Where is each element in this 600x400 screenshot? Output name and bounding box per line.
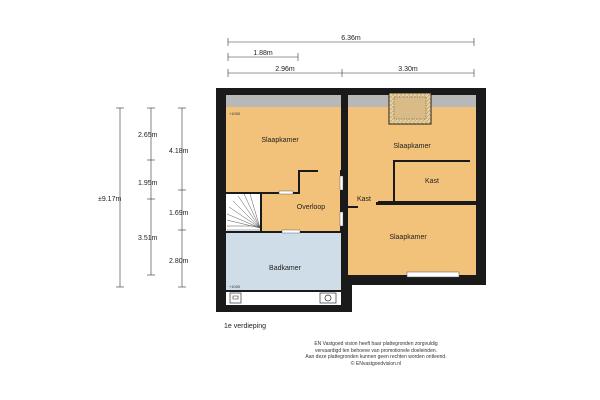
dim-right-h3: 2.80m <box>169 258 189 265</box>
door-bedroom-right <box>340 176 343 190</box>
label-bedroom-right-top: Slaapkamer <box>393 143 431 150</box>
door-bathroom <box>282 230 300 233</box>
ceiling-height-bottom: +1000 <box>229 284 241 289</box>
window-bar-left <box>226 95 341 107</box>
dim-right-h2: 1.69m <box>169 210 189 217</box>
label-bedroom-right-bottom: Slaapkamer <box>389 234 427 241</box>
window-bottom-right <box>407 272 459 277</box>
disclaimer-line: Aan deze plattegronden kunnen geen rechten worden ontleend. <box>305 354 447 361</box>
dim-left-width: 2.96m <box>275 66 295 73</box>
door-bedroom-right-bottom <box>340 212 343 226</box>
ceiling-height-top: +1000 <box>229 111 241 116</box>
label-bedroom-left: Slaapkamer <box>261 137 299 144</box>
dim-left-h3: 3.51m <box>138 235 158 242</box>
floor-label: 1e verdieping <box>224 323 267 330</box>
dim-left-h2: 1.95m <box>138 180 158 187</box>
disclaimer-line: EN Vastgoed vision heeft haar plattegronden zorgvuldig <box>314 341 438 347</box>
label-landing: Overloop <box>296 204 326 211</box>
washing-machine-icon <box>320 293 336 303</box>
dim-top-small: 1.88m <box>253 50 273 57</box>
label-closet-small: Kast <box>356 196 372 203</box>
label-closet-right: Kast <box>424 178 440 185</box>
toilet-icon <box>230 293 241 303</box>
dim-right-width: 3.30m <box>398 66 418 73</box>
room-bathroom <box>226 233 341 293</box>
dim-right-h1: 4.18m <box>169 148 189 155</box>
dim-total-height: ±9.17m <box>98 196 122 203</box>
dim-left-h1: 2.65m <box>138 132 158 139</box>
disclaimer-line: © ENvastgoedvision.nl <box>350 360 402 367</box>
skylight-inner <box>394 97 426 119</box>
top-dimensions <box>228 38 474 77</box>
door-bedroom-left <box>279 191 293 194</box>
disclaimer <box>250 341 502 367</box>
label-bathroom: Badkamer <box>269 265 301 272</box>
dim-total-width: 6.36m <box>341 35 361 42</box>
disclaimer-line: vervaardigd ten behoeve van promotionele doeleinden. <box>314 347 438 354</box>
